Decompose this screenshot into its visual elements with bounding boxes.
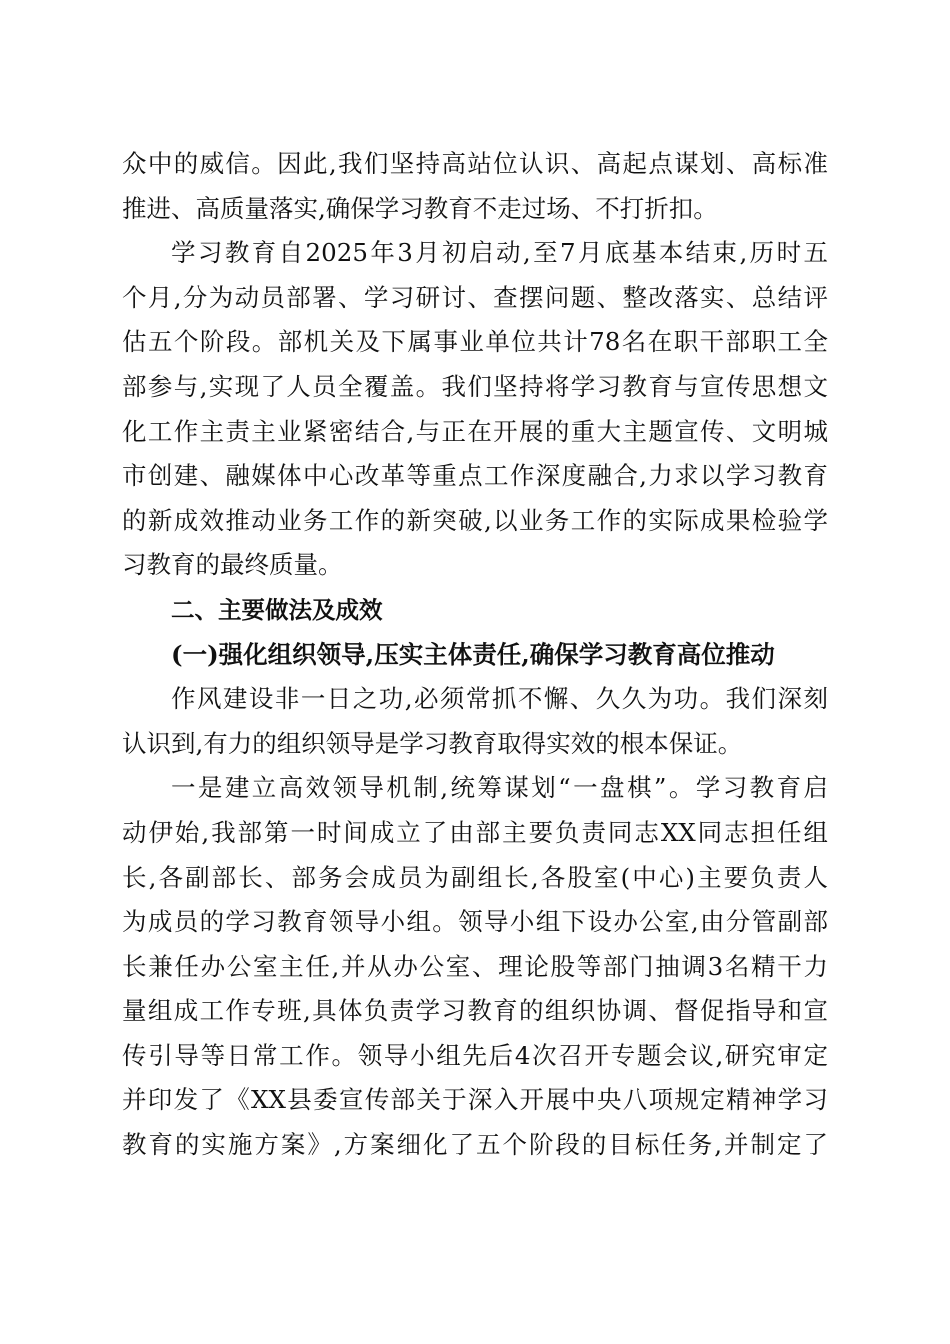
text-line: 量组成工作专班,具体负责学习教育的组织协调、督促指导和宣 <box>122 996 828 1026</box>
text-line: 习教育的最终质量。 <box>122 550 343 580</box>
document-body <box>122 142 828 1168</box>
text-line: 并印发了《XX县委宣传部关于深入开展中央八项规定精神学习 <box>122 1085 828 1115</box>
text-line: 推进、高质量落实,确保学习教育不走过场、不打折扣。 <box>122 193 718 223</box>
text-line: 化工作主责主业紧密结合,与正在开展的重大主题宣传、文明城 <box>122 416 828 446</box>
text-line: 个月,分为动员部署、学习研讨、查摆问题、整改落实、总结评 <box>122 282 828 312</box>
text-line: 教育的实施方案》,方案细化了五个阶段的目标任务,并制定了 <box>122 1130 828 1160</box>
text-line: 动伊始,我部第一时间成立了由部主要负责同志XX同志担任组 <box>122 817 828 847</box>
text-line: 众中的威信。因此,我们坚持高站位认识、高起点谋划、高标准 <box>122 149 828 178</box>
subsection-heading: (一)强化组织领导,压实主体责任,确保学习教育高位推动 <box>171 639 775 669</box>
text-line: 作风建设非一日之功,必须常抓不懈、久久为功。我们深刻 <box>171 684 828 714</box>
text-line: 的新成效推动业务工作的新突破,以业务工作的实际成果检验学 <box>122 505 828 535</box>
text-line: 估五个阶段。部机关及下属事业单位共计78名在职干部职工全 <box>122 327 828 357</box>
text-line: 一是建立高效领导机制,统筹谋划“一盘棋”。学习教育启 <box>171 773 828 803</box>
text-line: 认识到,有力的组织领导是学习教育取得实效的根本保证。 <box>122 728 743 758</box>
text-line: 市创建、融媒体中心改革等重点工作深度融合,力求以学习教育 <box>122 461 828 491</box>
text-line: 学习教育自2025年3月初启动,至7月底基本结束,历时五 <box>171 238 828 268</box>
text-line: 部参与,实现了人员全覆盖。我们坚持将学习教育与宣传思想文 <box>122 371 828 401</box>
text-line: 传引导等日常工作。领导小组先后4次召开专题会议,研究审定 <box>122 1040 828 1070</box>
section-heading: 二、主要做法及成效 <box>171 595 383 624</box>
text-line: 为成员的学习教育领导小组。领导小组下设办公室,由分管副部 <box>122 907 828 937</box>
text-line: 长,各副部长、部务会成员为副组长,各股室(中心)主要负责人 <box>122 862 828 892</box>
text-line: 长兼任办公室主任,并从办公室、理论股等部门抽调3名精干力 <box>122 951 828 981</box>
